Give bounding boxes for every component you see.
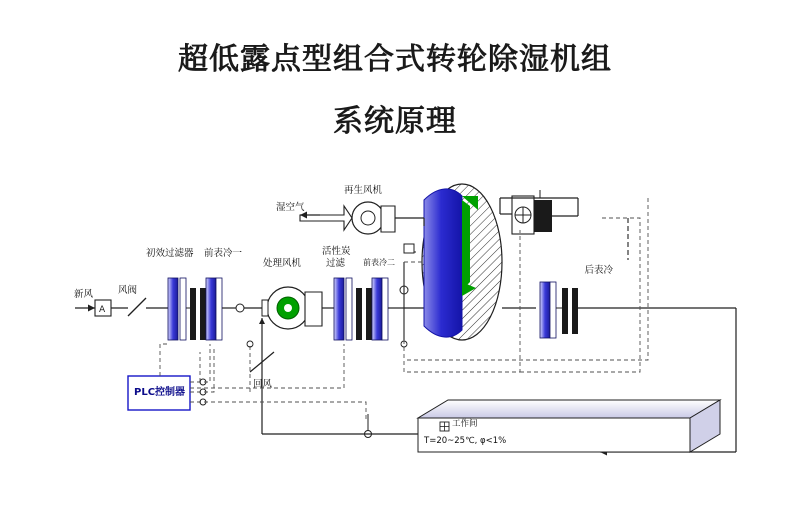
label-fresh-air: 新风 xyxy=(74,289,94,300)
page-title-line2: 系统原理 xyxy=(333,104,457,139)
pre-cooler-1-unit xyxy=(206,278,262,340)
label-primary-filter: 初效过滤器 xyxy=(146,248,194,259)
regen-heater-unit xyxy=(500,190,578,234)
label-post-cooler: 后表冷 xyxy=(584,265,613,276)
air-damper-symbol xyxy=(128,298,168,316)
label-carbon-filter-2: 过滤 xyxy=(326,258,346,269)
label-work-room-title: 工作间 xyxy=(452,419,478,429)
svg-text:A: A xyxy=(99,305,106,315)
fresh-air-inlet xyxy=(75,300,128,316)
carbon-filter-unit xyxy=(334,278,372,340)
label-process-fan: 处理风机 xyxy=(263,258,302,269)
plc-signal-dots xyxy=(200,341,407,405)
label-air-valve: 风阀 xyxy=(118,285,138,296)
page-title-line1: 超低露点型组合式转轮除湿机组 xyxy=(178,42,612,77)
label-pre-cooler-2: 前表冷二 xyxy=(363,258,395,267)
label-return-air: 回风 xyxy=(253,379,273,390)
label-regen-fan: 再生风机 xyxy=(344,185,383,196)
sensor-stubs xyxy=(404,244,416,253)
regeneration-fan-unit xyxy=(300,202,424,234)
label-carbon-filter-1: 活性炭 xyxy=(322,246,351,257)
label-humid-air: 湿空气 xyxy=(276,202,305,213)
label-work-room-condition: T=20~25℃, φ<1% xyxy=(424,436,507,446)
label-pre-cooler-1: 前表冷一 xyxy=(204,248,243,259)
primary-filter-unit xyxy=(168,278,206,340)
pre-cooler-2-unit xyxy=(372,262,424,340)
label-plc-controller: PLC控制器 xyxy=(134,387,186,398)
process-fan-unit xyxy=(262,287,334,329)
